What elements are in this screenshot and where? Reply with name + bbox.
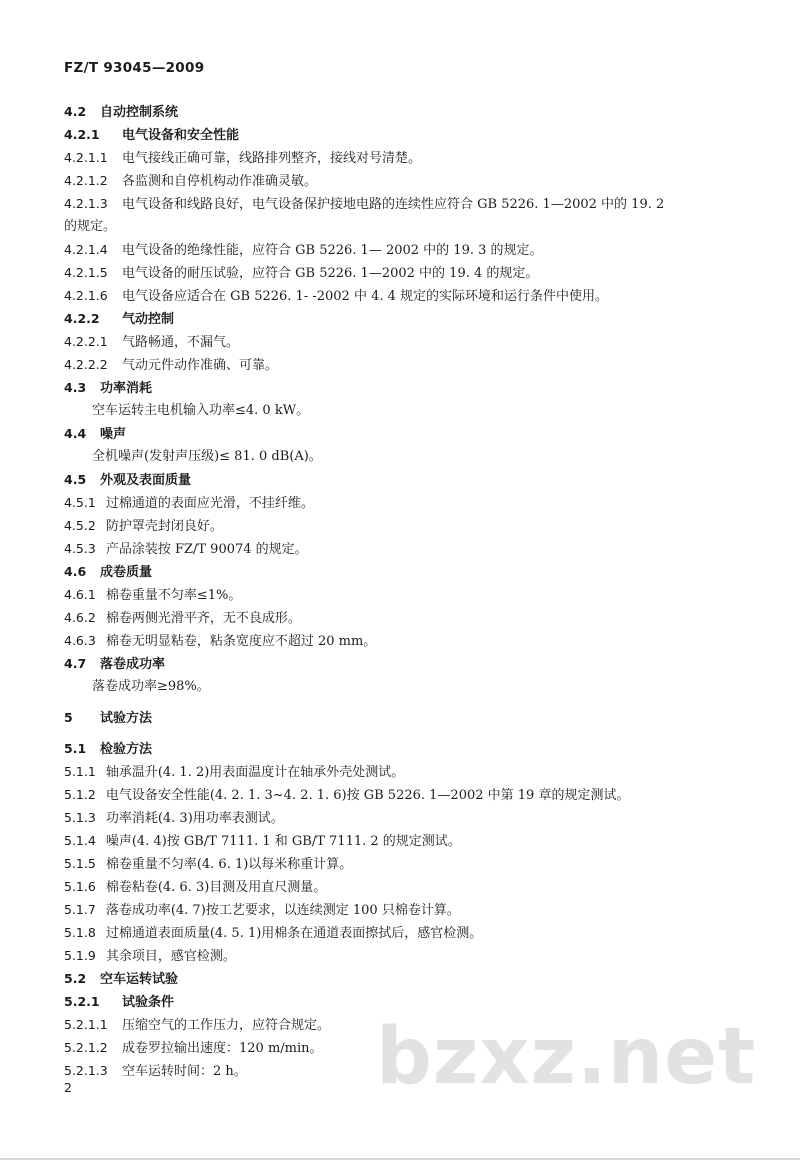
clause-text: 功率消耗(4. 3)用功率表测试。 — [105, 811, 284, 826]
clause-text: 棉卷重量不匀率(4. 6. 1)以每米称重计算。 — [105, 857, 353, 872]
clause-line — [64, 829, 754, 852]
clause-text: 压缩空气的工作压力，应符合规定。 — [122, 1018, 331, 1033]
clause-line — [64, 583, 754, 606]
clause-text: 自动控制系统 — [100, 105, 179, 120]
clause-text: 电气设备应适合在 GB 5226. 1- -2002 中 4. 4 规定的实际环境和运行条件中使用。 — [122, 289, 609, 304]
clause-line — [64, 399, 754, 422]
section-heading — [64, 422, 754, 445]
clause-line — [64, 898, 754, 921]
clause-line — [64, 353, 754, 376]
clause-number: 5.2.1.1 — [64, 1017, 108, 1032]
clause-line — [64, 921, 754, 944]
clause-number: 5 — [64, 710, 73, 725]
clause-text: 棉卷两侧光滑平齐，无不良成形。 — [105, 611, 301, 626]
clause-text: 空车运转时间：2 h。 — [122, 1064, 247, 1079]
clause-number: 5.1.7 — [64, 902, 96, 917]
clause-number: 5.2 — [64, 971, 87, 986]
clause-number: 4.2.1 — [64, 127, 100, 142]
clause-text: 空车运转主电机输入功率≤4. 0 kW。 — [92, 403, 310, 418]
clause-text: 棉卷无明显粘卷，粘条宽度应不超过 20 mm。 — [105, 634, 377, 649]
clause-number: 5.2.1.2 — [64, 1040, 108, 1055]
clause-text: 电气设备安全性能(4. 2. 1. 3~4. 2. 1. 6)按 GB 5226. 1—2002 中第 19 章的规定测试。 — [105, 788, 630, 803]
clause-number: 4.5.3 — [64, 541, 96, 556]
clause-text: 落卷成功率(4. 7)按工艺要求，以连续测定 100 只棉卷计算。 — [105, 903, 460, 918]
clause-line — [64, 629, 754, 652]
section-heading — [64, 123, 754, 146]
clause-text: 成卷罗拉输出速度：120 m/min。 — [122, 1041, 323, 1056]
clause-number: 5.1.2 — [64, 787, 96, 802]
section-heading — [64, 307, 754, 330]
clause-text: 气动控制 — [122, 312, 175, 327]
clause-text: 试验条件 — [122, 995, 175, 1010]
clause-text: 轴承温升(4. 1. 2)用表面温度计在轴承外壳处测试。 — [105, 765, 405, 780]
clause-number: 5.1 — [64, 741, 87, 756]
clause-line — [64, 783, 754, 806]
section-heading — [64, 652, 754, 675]
clause-line — [64, 445, 754, 468]
clause-number: 5.1.1 — [64, 764, 96, 779]
clause-text: 防护罩壳封闭良好。 — [105, 519, 223, 534]
clause-number: 5.2.1 — [64, 994, 100, 1009]
clause-text: 棉卷粘卷(4. 6. 3)目测及用直尺测量。 — [105, 880, 327, 895]
page-number: 2 — [64, 1080, 72, 1095]
clause-number: 4.2.1.1 — [64, 150, 108, 165]
watermark-logo: bzxz.net — [376, 1012, 757, 1102]
clause-line — [64, 760, 754, 783]
clause-number: 4.7 — [64, 656, 87, 671]
clause-text: 落卷成功率≥98%。 — [92, 679, 210, 694]
clause-line — [64, 806, 754, 829]
standard-code: FZ/T 93045—2009 — [64, 60, 205, 76]
clause-number: 4.2 — [64, 104, 87, 119]
clause-line — [64, 606, 754, 629]
clause-text: 气动元件动作准确、可靠。 — [122, 358, 279, 373]
clause-number: 4.6.2 — [64, 610, 96, 625]
clause-text: 空车运转试验 — [100, 972, 179, 987]
clause-text: 电气接线正确可靠，线路排列整齐，接线对号清楚。 — [122, 151, 422, 166]
clause-text: 各监测和自停机构动作准确灵敏。 — [122, 174, 318, 189]
clause-number: 4.4 — [64, 426, 87, 441]
clause-text: 过棉通道表面质量(4. 5. 1)用棉条在通道表面擦拭后，感官检测。 — [105, 926, 483, 941]
clause-line — [64, 215, 754, 238]
clause-line — [64, 675, 754, 698]
clause-text: 功率消耗 — [100, 381, 153, 396]
clause-line — [64, 944, 754, 967]
clause-number: 5.1.5 — [64, 856, 96, 871]
clause-text: 落卷成功率 — [100, 657, 166, 672]
section-heading — [64, 990, 754, 1013]
clause-number: 4.2.2.1 — [64, 334, 108, 349]
section-heading — [64, 100, 754, 123]
clause-number: 5.1.4 — [64, 833, 96, 848]
clause-line — [64, 875, 754, 898]
clause-text: 气路畅通，不漏气。 — [122, 335, 240, 350]
clause-number: 4.2.1.4 — [64, 242, 108, 257]
clause-line — [64, 330, 754, 353]
section-heading — [64, 560, 754, 583]
clause-text: 电气设备和安全性能 — [122, 128, 240, 143]
clause-number: 5.1.9 — [64, 948, 96, 963]
clause-number: 4.2.1.6 — [64, 288, 108, 303]
clause-text: 其余项目，感官检测。 — [105, 949, 236, 964]
clause-number: 4.5.2 — [64, 518, 96, 533]
clause-text: 噪声(4. 4)按 GB/T 7111. 1 和 GB/T 7111. 2 的规定测试。 — [105, 834, 461, 849]
clause-number: 4.5 — [64, 472, 87, 487]
clause-number: 4.2.1.3 — [64, 196, 108, 211]
clause-line — [64, 238, 754, 261]
clause-text: 成卷质量 — [100, 565, 153, 580]
clause-line — [64, 284, 754, 307]
clause-text: 电气设备和线路良好，电气设备保护接地电路的连续性应符合 GB 5226. 1—2002 中的 19. 2 — [122, 197, 665, 212]
clause-line — [64, 192, 754, 215]
clause-number: 4.2.1.5 — [64, 265, 108, 280]
clause-text: 电气设备的绝缘性能，应符合 GB 5226. 1— 2002 中的 19. 3 的规定。 — [122, 243, 543, 258]
clause-text: 检验方法 — [100, 742, 153, 757]
clause-number: 4.6.1 — [64, 587, 96, 602]
clause-number: 4.6.3 — [64, 633, 96, 648]
clause-text: 电气设备的耐压试验，应符合 GB 5226. 1—2002 中的 19. 4 的规定。 — [122, 266, 539, 281]
section-heading — [64, 737, 754, 760]
clause-number: 4.5.1 — [64, 495, 96, 510]
clause-line — [64, 169, 754, 192]
clause-text: 产品涂装按 FZ/T 90074 的规定。 — [105, 542, 308, 557]
clause-text: 试验方法 — [100, 711, 153, 726]
clause-line — [64, 491, 754, 514]
section-heading — [64, 967, 754, 990]
clause-number: 4.6 — [64, 564, 87, 579]
clause-number: 5.2.1.3 — [64, 1063, 108, 1078]
clause-number: 4.3 — [64, 380, 87, 395]
clause-line — [64, 261, 754, 284]
clause-number: 4.2.2.2 — [64, 357, 108, 372]
section-heading — [64, 376, 754, 399]
clause-text: 外观及表面质量 — [100, 473, 192, 488]
clause-number: 4.2.2 — [64, 311, 100, 326]
clause-text: 棉卷重量不匀率≤1%。 — [105, 588, 242, 603]
clause-line — [64, 146, 754, 169]
clause-number: 5.1.8 — [64, 925, 96, 940]
clause-number: 4.2.1.2 — [64, 173, 108, 188]
clause-number: 5.1.3 — [64, 810, 96, 825]
clause-line — [64, 852, 754, 875]
section-heading — [64, 706, 754, 729]
bottom-divider — [0, 1158, 800, 1160]
section-heading — [64, 468, 754, 491]
clause-text: 过棉通道的表面应光滑，不挂纤维。 — [105, 496, 314, 511]
clause-line — [64, 537, 754, 560]
clause-text: 噪声 — [100, 427, 127, 442]
clause-line — [64, 514, 754, 537]
document-body — [64, 100, 754, 1082]
clause-text: 的规定。 — [64, 219, 117, 234]
clause-number: 5.1.6 — [64, 879, 96, 894]
clause-text: 全机噪声(发射声压级)≤ 81. 0 dB(A)。 — [92, 449, 322, 464]
